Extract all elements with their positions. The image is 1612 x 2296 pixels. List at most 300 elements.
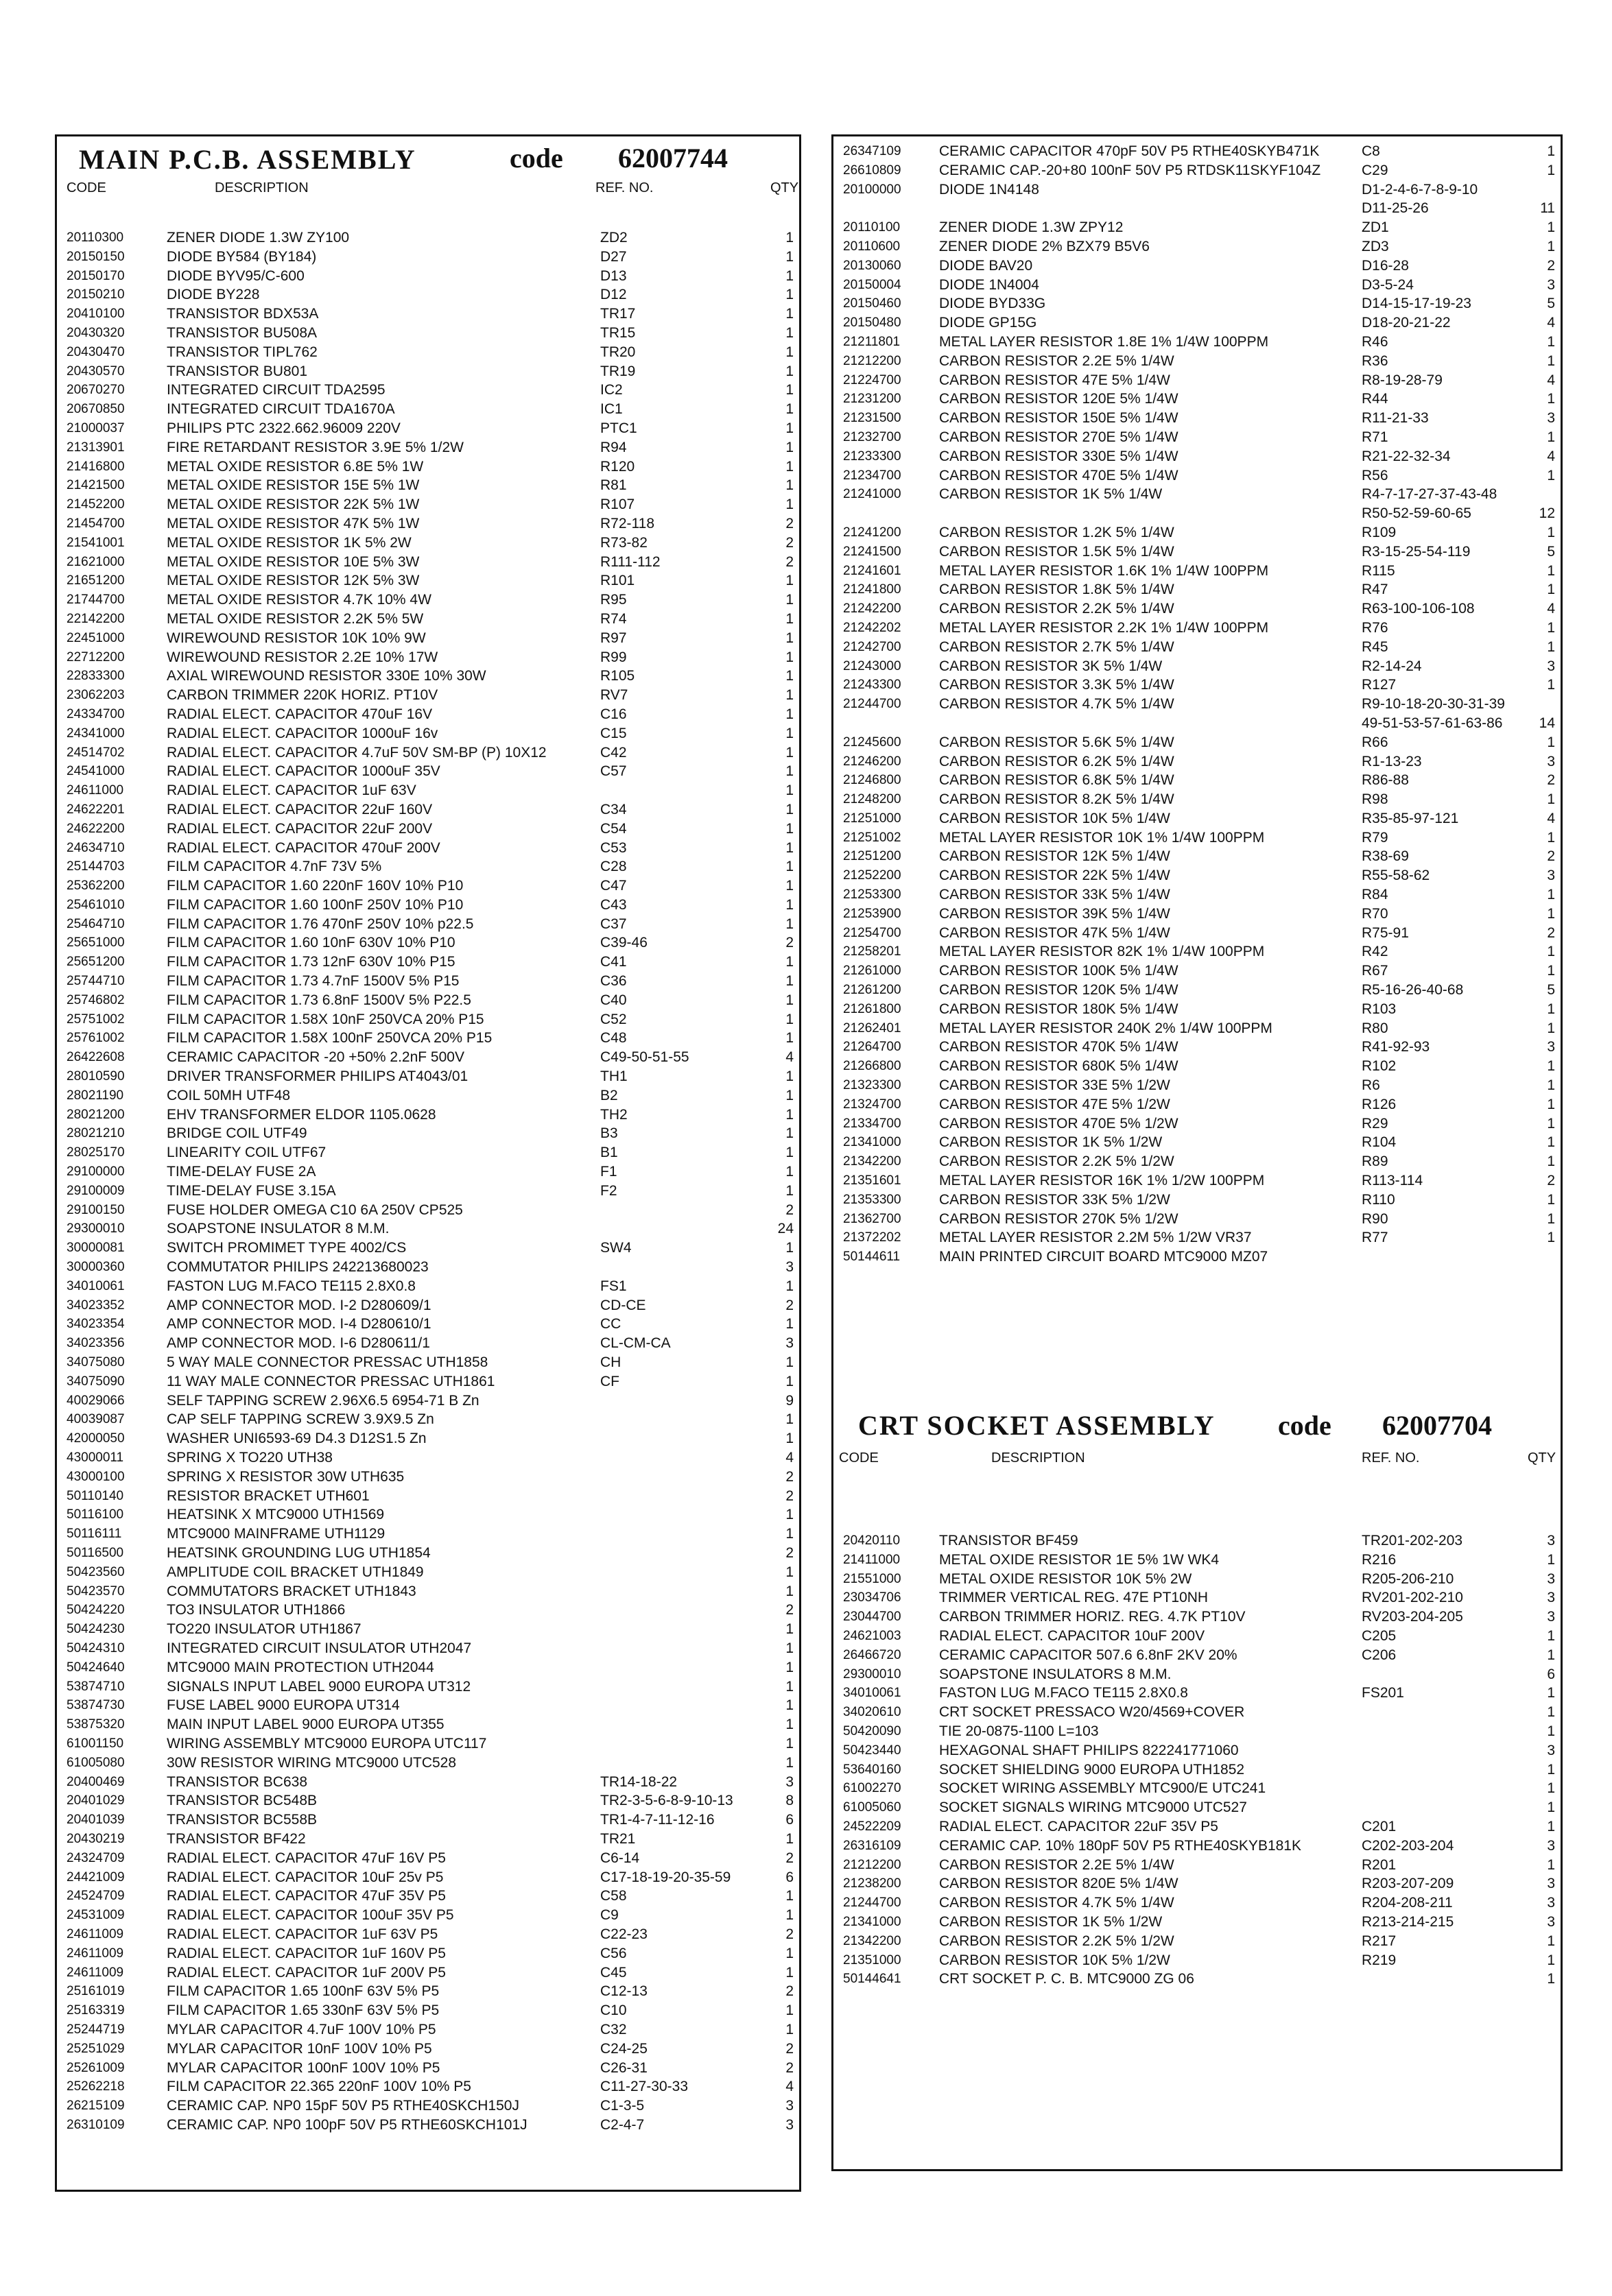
parts-row [833, 1228, 1561, 1247]
part-description: FIRE RETARDANT RESISTOR 3.9E 5% 1/2W [167, 439, 464, 455]
part-code: 26215109 [67, 2098, 125, 2114]
part-qty: 2 [785, 1926, 794, 1942]
part-code: 29100009 [67, 1183, 125, 1198]
part-code: 21212200 [843, 1857, 901, 1872]
parts-row [57, 629, 799, 648]
parts-row [57, 1124, 799, 1143]
part-qty: 3 [1547, 1590, 1555, 1606]
part-description: TRANSISTOR BDX53A [167, 306, 319, 322]
part-ref-no: R81 [600, 477, 627, 494]
crt-parts-list [833, 1531, 1561, 1989]
part-qty: 2 [785, 1602, 794, 1618]
parts-row [833, 675, 1561, 695]
part-qty: 1 [1547, 391, 1555, 407]
part-description: CARBON RESISTOR 47K 5% 1/4W [939, 924, 1170, 941]
part-code: 21232700 [843, 429, 901, 444]
part-code: 50144641 [843, 1972, 901, 1987]
parts-row [57, 1887, 799, 1906]
crt-code-value: 62007704 [1382, 1410, 1492, 1441]
part-description: CARBON RESISTOR 39K 5% 1/4W [939, 905, 1170, 922]
part-qty: 3 [1547, 1895, 1555, 1911]
part-code: 26316109 [843, 1838, 901, 1853]
part-ref-no: C58 [600, 1888, 627, 1904]
part-description: RADIAL ELECT. CAPACITOR 100uF 35V P5 [167, 1907, 454, 1924]
part-code: 21341000 [843, 1135, 901, 1150]
part-qty: 1 [1547, 1780, 1555, 1797]
part-code: 50110140 [67, 1488, 124, 1503]
parts-row [57, 228, 799, 248]
part-qty: 1 [785, 439, 794, 455]
part-ref-no: D12 [600, 287, 627, 303]
part-qty: 9 [785, 1392, 794, 1409]
part-description: METAL LAYER RESISTOR 240K 2% 1/4W 100PPM [939, 1020, 1272, 1036]
parts-row [833, 562, 1561, 581]
part-description: CARBON RESISTOR 10K 5% 1/4W [939, 810, 1170, 826]
parts-row [833, 1095, 1561, 1114]
part-description: TRANSISTOR BU508A [167, 324, 318, 341]
part-ref-no: SW4 [600, 1240, 632, 1256]
part-qty: 2 [785, 553, 794, 570]
part-code: 21416800 [67, 459, 125, 474]
part-code: 24634710 [67, 840, 125, 855]
part-qty: 1 [1547, 1952, 1555, 1968]
part-ref-no: R126 [1362, 1096, 1397, 1112]
parts-row [57, 1582, 799, 1601]
part-qty: 1 [785, 1830, 794, 1847]
part-qty: 1 [1547, 638, 1555, 655]
part-ref-no: R219 [1362, 1952, 1397, 1968]
part-ref-no: R74 [600, 610, 627, 627]
part-ref-no: C41 [600, 954, 627, 970]
part-code: 21241500 [843, 544, 901, 559]
part-code: 24621003 [843, 1628, 901, 1643]
part-code: 25161019 [67, 1984, 125, 1999]
parts-row [57, 285, 799, 304]
part-ref-no: C57 [600, 763, 627, 780]
parts-row [57, 1734, 799, 1754]
part-description: AMP CONNECTOR MOD. I-4 D280610/1 [167, 1316, 431, 1332]
parts-row [833, 657, 1561, 676]
part-code: 61001150 [67, 1736, 124, 1751]
part-qty: 1 [1547, 1134, 1555, 1151]
part-description: DIODE BY584 (BY184) [167, 248, 317, 265]
part-ref-no: R102 [1362, 1058, 1397, 1075]
part-qty: 1 [785, 401, 794, 418]
part-ref-no: ZD1 [1362, 219, 1389, 236]
part-description: SOCKET SIGNALS WIRING MTC9000 UTC527 [939, 1799, 1247, 1816]
part-code: 20430470 [67, 344, 125, 359]
part-description: AMPLITUDE COIL BRACKET UTH1849 [167, 1564, 424, 1580]
main-header-code: CODE [67, 180, 106, 195]
parts-row [833, 1152, 1561, 1171]
part-code: 42000050 [67, 1431, 125, 1446]
part-ref-no: R98 [1362, 791, 1388, 808]
part-qty: 1 [785, 1640, 794, 1656]
parts-row [833, 161, 1561, 180]
part-ref-no: R127 [1362, 677, 1397, 693]
part-ref-no: TH2 [600, 1106, 628, 1123]
parts-row [57, 648, 799, 667]
part-description: TO220 INSULATOR UTH1867 [167, 1621, 361, 1638]
parts-row [833, 1837, 1561, 1856]
part-code: 28010590 [67, 1069, 125, 1084]
part-code: 28025170 [67, 1145, 125, 1160]
part-description: METAL OXIDE RESISTOR 4.7K 10% 4W [167, 592, 431, 608]
part-code: 26347109 [843, 144, 901, 158]
part-qty: 1 [1547, 333, 1555, 350]
part-code: 21243000 [843, 658, 901, 673]
part-ref-no: IC2 [600, 382, 623, 398]
parts-row [57, 1277, 799, 1296]
part-code: 25163319 [67, 2003, 125, 2018]
part-ref-no: C32 [600, 2021, 627, 2037]
part-description: TRIMMER VERTICAL REG. 47E PT10NH [939, 1590, 1209, 1606]
part-qty: 1 [785, 1431, 794, 1447]
parts-row [833, 485, 1561, 504]
parts-row [57, 1010, 799, 1029]
parts-row [833, 1684, 1561, 1703]
part-qty: 3 [1547, 1609, 1555, 1625]
parts-row [833, 752, 1561, 772]
part-ref-no: C53 [600, 839, 627, 856]
parts-row [833, 1247, 1561, 1267]
part-description: FILM CAPACITOR 1.76 470nF 250V 10% p22.5 [167, 916, 474, 932]
part-qty: 1 [785, 668, 794, 684]
parts-row [57, 762, 799, 781]
part-description: RADIAL ELECT. CAPACITOR 1000uF 16v [167, 725, 438, 741]
part-code: 21264700 [843, 1040, 901, 1055]
part-code: 21251000 [843, 811, 901, 826]
part-ref-no: TR15 [600, 324, 636, 341]
part-ref-no: R5-16-26-40-68 [1362, 982, 1464, 998]
part-ref-no: R72-118 [600, 515, 654, 531]
part-ref-no: TR2-3-5-6-8-9-10-13 [600, 1793, 733, 1809]
part-code: 21651200 [67, 573, 125, 588]
part-ref-no: R105 [600, 668, 635, 684]
parts-row [833, 1551, 1561, 1570]
part-qty: 3 [1547, 1570, 1555, 1587]
part-qty: 1 [785, 973, 794, 990]
parts-row [57, 2096, 799, 2116]
part-description: RADIAL ELECT. CAPACITOR 47uF 16V P5 [167, 1850, 446, 1866]
part-description: FUSE LABEL 9000 EUROPA UT314 [167, 1697, 400, 1714]
part-description: CERAMIC CAPACITOR -20 +50% 2.2nF 500V [167, 1049, 464, 1066]
part-description: RADIAL ELECT. CAPACITOR 470uF 16V [167, 706, 433, 722]
parts-row [57, 362, 799, 381]
part-qty: 1 [1547, 582, 1555, 598]
part-description: TIE 20-0875-1100 L=103 [939, 1723, 1099, 1739]
part-code: 21241601 [843, 563, 901, 578]
part-qty: 4 [785, 1450, 794, 1466]
part-qty: 1 [1547, 1933, 1555, 1949]
part-description: CARBON RESISTOR 4.7K 5% 1/4W [939, 1895, 1174, 1911]
part-ref-no: TR20 [600, 344, 636, 360]
part-qty: 1 [785, 1507, 794, 1523]
part-code: 21372202 [843, 1230, 901, 1245]
part-description: TRANSISTOR BC638 [167, 1773, 308, 1790]
part-code: 29100150 [67, 1202, 125, 1217]
part-ref-no: C42 [600, 744, 627, 761]
part-description: HEXAGONAL SHAFT PHILIPS 822241771060 [939, 1742, 1239, 1758]
parts-row [57, 1963, 799, 1983]
part-qty: 1 [785, 267, 794, 284]
part-code: 24334700 [67, 706, 125, 721]
part-ref-no: CC [600, 1316, 621, 1332]
part-qty: 1 [785, 763, 794, 780]
part-ref-no: R95 [600, 592, 627, 608]
part-qty: 1 [785, 1564, 794, 1580]
part-ref-no: R76 [1362, 619, 1388, 636]
part-qty: 1 [785, 2002, 794, 2019]
part-description: CARBON RESISTOR 22K 5% 1/4W [939, 868, 1170, 884]
part-qty: 1 [785, 1316, 794, 1332]
part-qty: 1 [1547, 1115, 1555, 1132]
part-ref-no: C15 [600, 725, 627, 741]
part-qty: 1 [785, 1888, 794, 1904]
part-code: 29300010 [67, 1221, 125, 1236]
part-code: 21212200 [843, 353, 901, 368]
part-description: CARBON RESISTOR 2.2K 5% 1/2W [939, 1933, 1174, 1949]
part-ref-no: C22-23 [600, 1926, 648, 1942]
part-code: 50423570 [67, 1583, 125, 1599]
part-description: CARBON RESISTOR 3.3K 5% 1/4W [939, 677, 1174, 693]
part-qty: 1 [785, 477, 794, 494]
part-code: 40029066 [67, 1393, 125, 1408]
part-ref-no: R97 [600, 630, 627, 646]
part-code: 21254700 [843, 925, 901, 940]
part-code: 24421009 [67, 1869, 125, 1885]
part-ref-no: R66 [1362, 734, 1388, 750]
part-code: 21452200 [67, 497, 125, 512]
part-ref-no: R115 [1362, 562, 1395, 579]
part-description: CARBON RESISTOR 470K 5% 1/4W [939, 1039, 1178, 1055]
part-description: LINEARITY COIL UTF67 [167, 1145, 327, 1161]
part-description: CARBON RESISTOR 150E 5% 1/4W [939, 410, 1178, 427]
part-qty: 2 [785, 1297, 794, 1313]
part-code: 34010061 [843, 1686, 901, 1701]
part-code: 25746802 [67, 992, 125, 1007]
part-code: 34023352 [67, 1298, 125, 1313]
part-qty: 8 [785, 1793, 794, 1809]
part-ref-no: R120 [600, 458, 635, 475]
part-qty: 1 [1547, 1704, 1555, 1721]
parts-row [57, 857, 799, 876]
part-qty: 1 [785, 1697, 794, 1714]
part-ref-no: C24-25 [600, 2040, 648, 2057]
parts-row [833, 1076, 1561, 1095]
part-ref-no: RV201-202-210 [1362, 1590, 1463, 1606]
part-ref-no: R107 [600, 497, 635, 513]
part-description: CARBON TRIMMER 220K HORIZ. PT10V [167, 687, 438, 704]
part-description: METAL OXIDE RESISTOR 10E 5% 3W [167, 553, 420, 570]
parts-row [833, 1114, 1561, 1134]
part-code: 24341000 [67, 726, 125, 741]
part-description: FUSE HOLDER OMEGA C10 6A 250V CP525 [167, 1201, 463, 1218]
parts-row [57, 1791, 799, 1810]
parts-row [57, 1372, 799, 1391]
part-ref-no: R11-21-33 [1362, 410, 1429, 427]
part-code: 28021190 [67, 1088, 124, 1103]
parts-row [57, 2116, 799, 2135]
parts-row [833, 199, 1561, 218]
part-code: 21353300 [843, 1192, 901, 1207]
part-description: ZENER DIODE 1.3W ZPY12 [939, 219, 1124, 236]
part-qty: 1 [785, 1945, 794, 1961]
part-qty: 6 [785, 1812, 794, 1828]
parts-row [833, 504, 1561, 523]
parts-row [833, 371, 1561, 390]
part-qty: 1 [1547, 524, 1555, 540]
parts-row [57, 781, 799, 800]
part-code: 21234700 [843, 468, 901, 483]
part-qty: 1 [1547, 1210, 1555, 1227]
part-ref-no: R46 [1362, 333, 1388, 350]
part-description: CARBON RESISTOR 33K 5% 1/2W [939, 1191, 1170, 1208]
part-code: 25461010 [67, 897, 125, 912]
part-description: CARBON RESISTOR 6.2K 5% 1/4W [939, 753, 1174, 769]
part-qty: 1 [785, 382, 794, 398]
part-qty: 3 [785, 1773, 794, 1790]
main-code-label: code [510, 143, 563, 174]
part-qty: 1 [785, 1182, 794, 1199]
part-description: CERAMIC CAP. NP0 100pF 50V P5 RTHE60SKCH101J [167, 2116, 528, 2133]
main-code-value: 62007744 [618, 143, 728, 174]
part-ref-no: R55-58-62 [1362, 868, 1430, 884]
parts-row [833, 466, 1561, 486]
part-code: 29300010 [843, 1666, 901, 1682]
part-ref-no: R3-15-25-54-119 [1362, 543, 1471, 560]
crt-section-title: CRT SOCKET ASSEMBLY [858, 1410, 1216, 1441]
part-description: RADIAL ELECT. CAPACITOR 10uF 200V [939, 1627, 1205, 1644]
part-description: CARBON RESISTOR 270K 5% 1/2W [939, 1210, 1178, 1227]
part-ref-no: R104 [1362, 1134, 1397, 1151]
part-description: CARBON RESISTOR 2.2K 5% 1/2W [939, 1153, 1174, 1170]
part-code: 20420110 [843, 1533, 901, 1548]
part-qty: 1 [1547, 905, 1555, 922]
part-description: CARBON RESISTOR 1.8K 5% 1/4W [939, 582, 1174, 598]
part-description: FILM CAPACITOR 1.58X 100nF 250VCA 20% P15 [167, 1030, 493, 1047]
part-qty: 1 [1547, 1627, 1555, 1644]
part-code: 24622200 [67, 821, 125, 836]
parts-row [833, 1057, 1561, 1076]
part-description: METAL LAYER RESISTOR 2.2M 5% 1/2W VR37 [939, 1230, 1252, 1246]
part-code: 20430320 [67, 325, 125, 340]
part-ref-no: R50-52-59-60-65 [1362, 505, 1471, 522]
part-code: 50424640 [67, 1660, 125, 1675]
part-code: 24611009 [67, 1926, 124, 1941]
part-qty: 1 [785, 1011, 794, 1027]
part-description: CARBON RESISTOR 1.2K 5% 1/4W [939, 524, 1174, 540]
part-description: CERAMIC CAPACITOR 507.6 6.8nF 2KV 20% [939, 1647, 1237, 1663]
part-qty: 1 [1547, 829, 1555, 846]
part-qty: 1 [785, 573, 794, 589]
parts-row [57, 419, 799, 438]
part-description: FILM CAPACITOR 1.60 100nF 250V 10% P10 [167, 896, 464, 913]
part-description: SOAPSTONE INSULATOR 8 M.M. [167, 1221, 390, 1237]
part-description: TRANSISTOR BF459 [939, 1533, 1078, 1548]
part-description: CARBON RESISTOR 12K 5% 1/4W [939, 848, 1170, 865]
part-description: CARBON RESISTOR 120E 5% 1/4W [939, 391, 1178, 407]
parts-row [833, 1665, 1561, 1684]
part-description: MYLAR CAPACITOR 4.7uF 100V 10% P5 [167, 2021, 436, 2037]
part-code: 26310109 [67, 2117, 125, 2132]
part-qty: 1 [785, 1659, 794, 1675]
part-ref-no: R47 [1362, 582, 1388, 598]
part-ref-no: TR17 [600, 306, 636, 322]
part-ref-no: R86-88 [1362, 772, 1409, 789]
main-parts-list-continued [833, 142, 1561, 1267]
part-code: 20430570 [67, 363, 125, 379]
part-description: METAL OXIDE RESISTOR 6.8E 5% 1W [167, 458, 424, 475]
part-description: CARBON RESISTOR 8.2K 5% 1/4W [939, 791, 1174, 808]
part-description: COMMUTATORS BRACKET UTH1843 [167, 1583, 416, 1599]
part-qty: 3 [1547, 1876, 1555, 1892]
parts-row [57, 1334, 799, 1353]
parts-row [833, 409, 1561, 428]
part-qty: 1 [785, 992, 794, 1008]
part-ref-no: C47 [600, 878, 627, 894]
parts-row [833, 1191, 1561, 1210]
part-description: FILM CAPACITOR 1.65 330nF 63V 5% P5 [167, 2002, 440, 2019]
part-qty: 4 [1547, 315, 1555, 331]
parts-row [57, 1754, 799, 1773]
parts-row [57, 343, 799, 362]
part-code: 21248200 [843, 792, 901, 807]
part-description: COMMUTATOR PHILIPS 242213680023 [167, 1259, 429, 1276]
part-ref-no: C45 [600, 1964, 627, 1981]
parts-row [57, 1658, 799, 1677]
main-pcb-assembly-box [55, 134, 801, 2192]
part-qty: 1 [785, 1717, 794, 1733]
parts-row [833, 828, 1561, 848]
parts-row [57, 1353, 799, 1372]
parts-row [833, 1019, 1561, 1038]
part-code: 34023354 [67, 1317, 125, 1332]
part-description: TRANSISTOR BC558B [167, 1812, 318, 1828]
part-code: 21224700 [843, 372, 901, 387]
part-ref-no: R80 [1362, 1020, 1388, 1036]
part-code: 22712200 [67, 649, 125, 665]
part-code: 61002270 [843, 1781, 901, 1796]
part-code: 20110600 [843, 239, 901, 254]
part-qty: 1 [1547, 1799, 1555, 1816]
part-qty: 2 [785, 515, 794, 531]
parts-row [833, 599, 1561, 619]
part-qty: 2 [1547, 848, 1555, 865]
part-qty: 1 [1547, 619, 1555, 636]
part-qty: 1 [1547, 1230, 1555, 1246]
part-code: 21454700 [67, 516, 125, 531]
part-description: CARBON RESISTOR 5.6K 5% 1/4W [939, 734, 1174, 750]
parts-row [57, 1601, 799, 1620]
part-code: 21362700 [843, 1211, 901, 1226]
part-code: 21313901 [67, 440, 125, 455]
part-description: MYLAR CAPACITOR 100nF 100V 10% P5 [167, 2059, 440, 2076]
parts-row [57, 1810, 799, 1830]
parts-row [833, 981, 1561, 1000]
part-description: METAL OXIDE RESISTOR 1E 5% 1W WK4 [939, 1551, 1220, 1568]
part-description: METAL OXIDE RESISTOR 12K 5% 3W [167, 573, 420, 589]
part-code: 21541001 [67, 535, 125, 550]
part-qty: 1 [785, 706, 794, 722]
parts-row [833, 1970, 1561, 1989]
part-description: SOAPSTONE INSULATORS 8 M.M. [939, 1666, 1172, 1682]
part-code: 21323300 [843, 1078, 901, 1093]
part-code: 50424310 [67, 1640, 125, 1655]
parts-row [57, 2040, 799, 2059]
part-code: 26422608 [67, 1050, 125, 1065]
part-ref-no: C37 [600, 916, 627, 932]
